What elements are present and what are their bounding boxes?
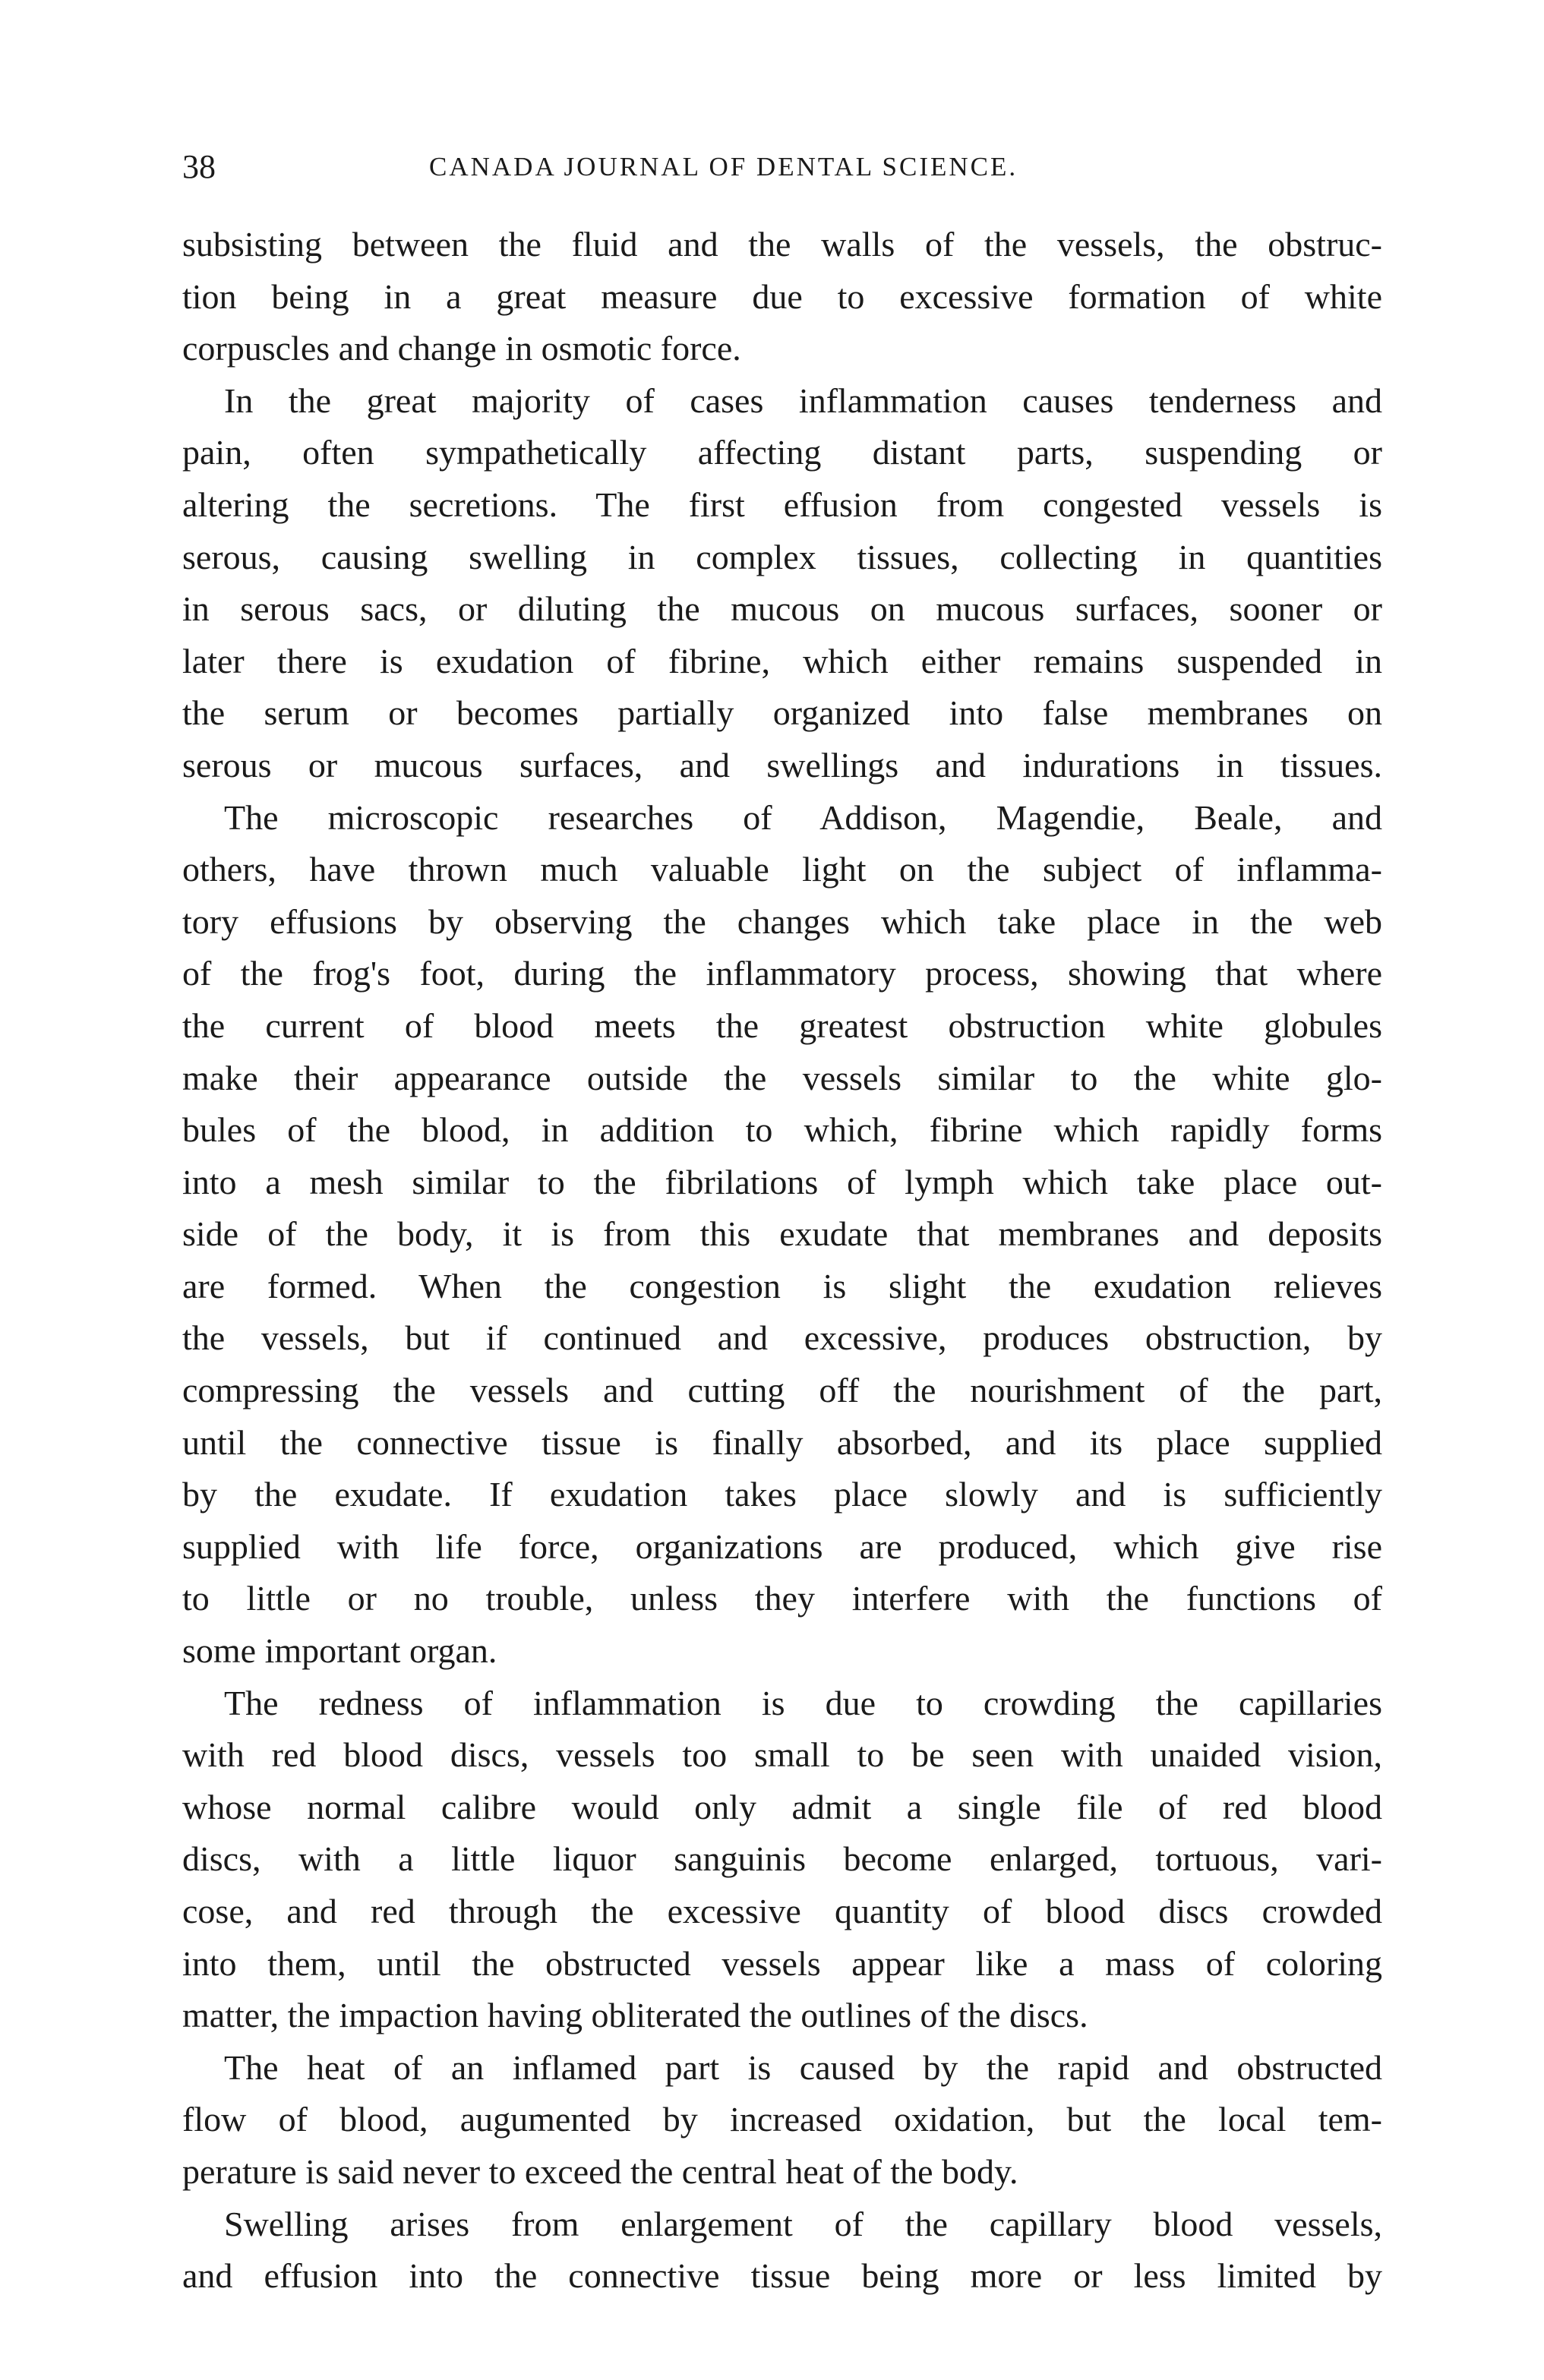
text-line: perature is said never to exceed the central heat of the body. <box>182 2151 1018 2191</box>
running-head <box>182 144 1382 190</box>
text-line: altering the secretions. The first effusion from congested vessels is <box>182 485 1382 524</box>
paragraph <box>182 219 1382 375</box>
text-line: serous or mucous surfaces, and swellings and indurations in tissues. <box>182 745 1382 784</box>
paragraph <box>182 2199 1382 2303</box>
text-line: bules of the blood, in addition to which, fibrine which rapidly forms <box>182 1110 1382 1150</box>
text-line: to little or no trouble, unless they interfere with the functions of <box>182 1579 1382 1618</box>
text-line: matter, the impaction having obliterated the outlines of the discs. <box>182 1996 1088 2035</box>
text-line: with red blood discs, vessels too small to be seen with unaided vision, <box>182 1735 1382 1775</box>
text-line: compressing the vessels and cutting off the nourishment of the part, <box>182 1371 1382 1410</box>
text-line: Swelling arises from enlargement of the capillary blood vessels, <box>224 2204 1382 2243</box>
body-text <box>182 219 1382 2303</box>
text-line: discs, with a little liquor sanguinis become enlarged, tortuous, vari- <box>182 1839 1382 1879</box>
text-line: whose normal calibre would only admit a single file of red blood <box>182 1787 1382 1826</box>
journal-title: CANADA JOURNAL OF DENTAL SCIENCE. <box>429 152 1018 181</box>
paragraph <box>182 792 1382 1678</box>
text-line: In the great majority of cases inflammation causes tenderness and <box>224 380 1382 420</box>
text-line: later there is exudation of fibrine, which either remains suspended in <box>182 641 1382 680</box>
text-line: make their appearance outside the vessels similar to the white glo- <box>182 1058 1382 1097</box>
text-line: and effusion into the connective tissue being more or less limited by <box>182 2256 1382 2296</box>
text-line: into a mesh similar to the fibrilations of lymph which take place out- <box>182 1162 1382 1201</box>
text-line: supplied with life force, organizations are produced, which give rise <box>182 1526 1382 1566</box>
text-line: in serous sacs, or diluting the mucous on mucous surfaces, sooner or <box>182 589 1382 629</box>
paragraph <box>182 1678 1382 2042</box>
text-line: flow of blood, augumented by increased oxidation, but the local tem- <box>182 2100 1382 2139</box>
text-line: corpuscles and change in osmotic force. <box>182 329 741 368</box>
text-line: by the exudate. If exudation takes place slowly and is sufficiently <box>182 1475 1382 1514</box>
text-line: into them, until the obstructed vessels appear like a mass of coloring <box>182 1943 1382 1983</box>
text-line: pain, often sympathetically affecting distant parts, suspending or <box>182 433 1382 472</box>
text-line: some important organ. <box>182 1631 497 1671</box>
paragraph <box>182 2042 1382 2199</box>
text-line: the current of blood meets the greatest obstruction white globules <box>182 1005 1382 1045</box>
document-page <box>182 144 1382 2303</box>
text-line: The microscopic researches of Addison, Magendie, Beale, and <box>224 797 1382 837</box>
text-line: The redness of inflammation is due to crowding the capillaries <box>224 1683 1382 1722</box>
text-line: of the frog's foot, during the inflammatory process, showing that where <box>182 954 1382 993</box>
text-line: the serum or becomes partially organized into false membranes on <box>182 693 1382 733</box>
text-line: are formed. When the congestion is slight the exudation relieves <box>182 1266 1382 1305</box>
text-line: subsisting between the fluid and the walls of the vessels, the obstruc- <box>182 225 1382 264</box>
text-line: serous, causing swelling in complex tissues, collecting in quantities <box>182 537 1382 576</box>
text-line: The heat of an inflamed part is caused by the rapid and obstructed <box>224 2047 1382 2087</box>
text-line: until the connective tissue is finally absorbed, and its place supplied <box>182 1422 1382 1462</box>
text-line: tory effusions by observing the changes which take place in the web <box>182 901 1382 941</box>
text-line: the vessels, but if continued and excessive, produces obstruction, by <box>182 1318 1382 1358</box>
text-line: tion being in a great measure due to excessive formation of white <box>182 276 1382 316</box>
text-line: cose, and red through the excessive quantity of blood discs crowded <box>182 1892 1382 1930</box>
page-number: 38 <box>182 148 216 185</box>
paragraph <box>182 375 1382 792</box>
text-line: others, have thrown much valuable light on the subject of inflamma- <box>182 850 1382 889</box>
text-line: side of the body, it is from this exudate that membranes and deposits <box>182 1214 1382 1254</box>
